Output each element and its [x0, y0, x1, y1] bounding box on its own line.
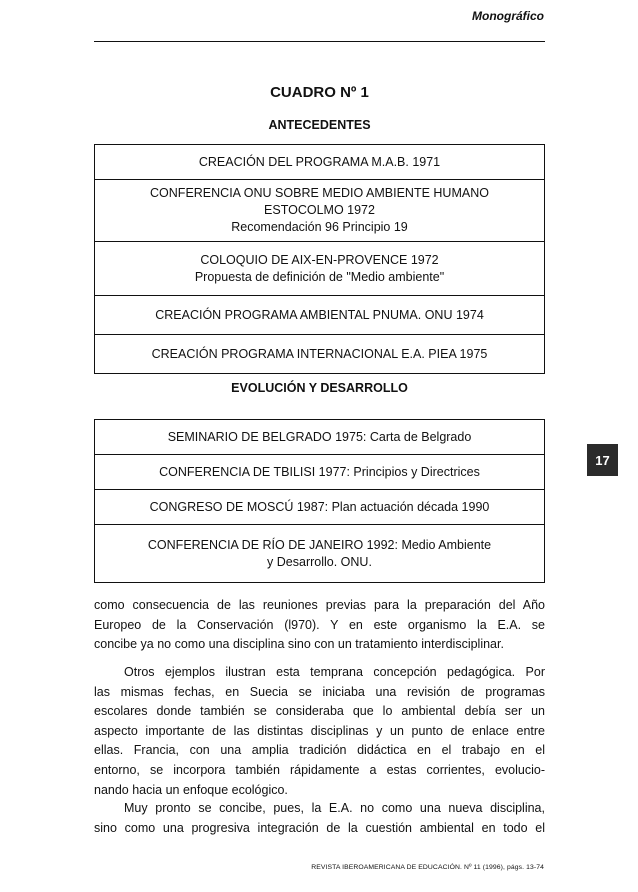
row-text: CONFERENCIA DE TBILISI 1977: Principios y Directrices [159, 464, 480, 479]
text-line: aspecto importante de las distintas disciplinas y un punto de enlace entre [94, 723, 545, 738]
antecedentes-row [95, 242, 544, 296]
text-line: Europeo de la Conservación (l970). Y en este organismo la E.A. se [94, 617, 545, 632]
table-title: CUADRO Nº 1 [270, 84, 369, 101]
section-label: Monográfico [472, 9, 544, 23]
antecedentes-heading: ANTECEDENTES [268, 118, 371, 132]
text-line: ellas. Francia, con una amplia tradición didáctica en el trabajo en el [94, 743, 545, 758]
evolucion-row [95, 455, 544, 490]
antecedentes-table [94, 144, 545, 374]
row-text: CONFERENCIA DE RÍO DE JANEIRO 1992: Medio Ambiente [147, 537, 492, 552]
evolucion-table [94, 419, 545, 583]
body-paragraph [94, 596, 545, 655]
row-text: Propuesta de definición de "Medio ambiente" [194, 269, 445, 284]
row-text: y Desarrollo. ONU. [267, 554, 372, 569]
row-text: CREACIÓN PROGRAMA AMBIENTAL PNUMA. ONU 1974 [155, 307, 484, 322]
evolucion-heading: EVOLUCIÓN Y DESARROLLO [231, 381, 408, 395]
page-number-badge: 17 [587, 444, 618, 476]
evolucion-row [95, 420, 544, 455]
antecedentes-row [95, 180, 544, 242]
row-text: CREACIÓN DEL PROGRAMA M.A.B. 1971 [198, 154, 441, 169]
row-text: Recomendación 96 Principio 19 [231, 220, 408, 234]
text-line: Muy pronto se concibe, pues, la E.A. no como una nueva disciplina, [124, 801, 545, 815]
text-line: como consecuencia de las reuniones previas para la preparación del Año [94, 598, 545, 612]
row-text: CONFERENCIA ONU SOBRE MEDIO AMBIENTE HUMANO [150, 186, 489, 200]
text-line: entorno, se incorpora también rápidamente a estas corrientes, evolucio- [94, 762, 545, 777]
footer-citation: REVISTA IBEROAMERICANA DE EDUCACIÓN. Nº 11 (1996), págs. 13-74 [311, 864, 544, 871]
header-divider [94, 41, 545, 42]
text-line: nando hacia un enfoque ecológico. [94, 782, 288, 797]
row-text: CREACIÓN PROGRAMA INTERNACIONAL E.A. PIEA 1975 [151, 346, 488, 361]
antecedentes-row [95, 335, 544, 374]
row-text: COLOQUIO DE AIX-EN-PROVENCE 1972 [200, 252, 439, 267]
text-line: escolares donde también se consideraba que lo ambiental debía ser un [94, 704, 545, 719]
text-line: concibe ya no como una disciplina sino con un tratamiento interdisciplinar. [94, 637, 504, 652]
antecedentes-row [95, 145, 544, 180]
text-line: las mismas fechas, en Suecia se iniciaba una revisión de programas [94, 684, 545, 699]
text-line: sino como una progresiva integración de la cuestión ambiental en todo el [94, 820, 545, 835]
row-text: SEMINARIO DE BELGRADO 1975: Carta de Belgrado [167, 429, 472, 444]
text-line: Otros ejemplos ilustran esta temprana concepción pedagógica. Por [124, 665, 545, 679]
antecedentes-row [95, 296, 544, 335]
evolucion-row [95, 525, 544, 583]
body-paragraph [94, 663, 545, 800]
row-text: CONGRESO DE MOSCÚ 1987: Plan actuación década 1990 [149, 499, 490, 514]
evolucion-row [95, 490, 544, 525]
row-text: ESTOCOLMO 1972 [264, 203, 375, 217]
body-paragraph [94, 799, 545, 838]
